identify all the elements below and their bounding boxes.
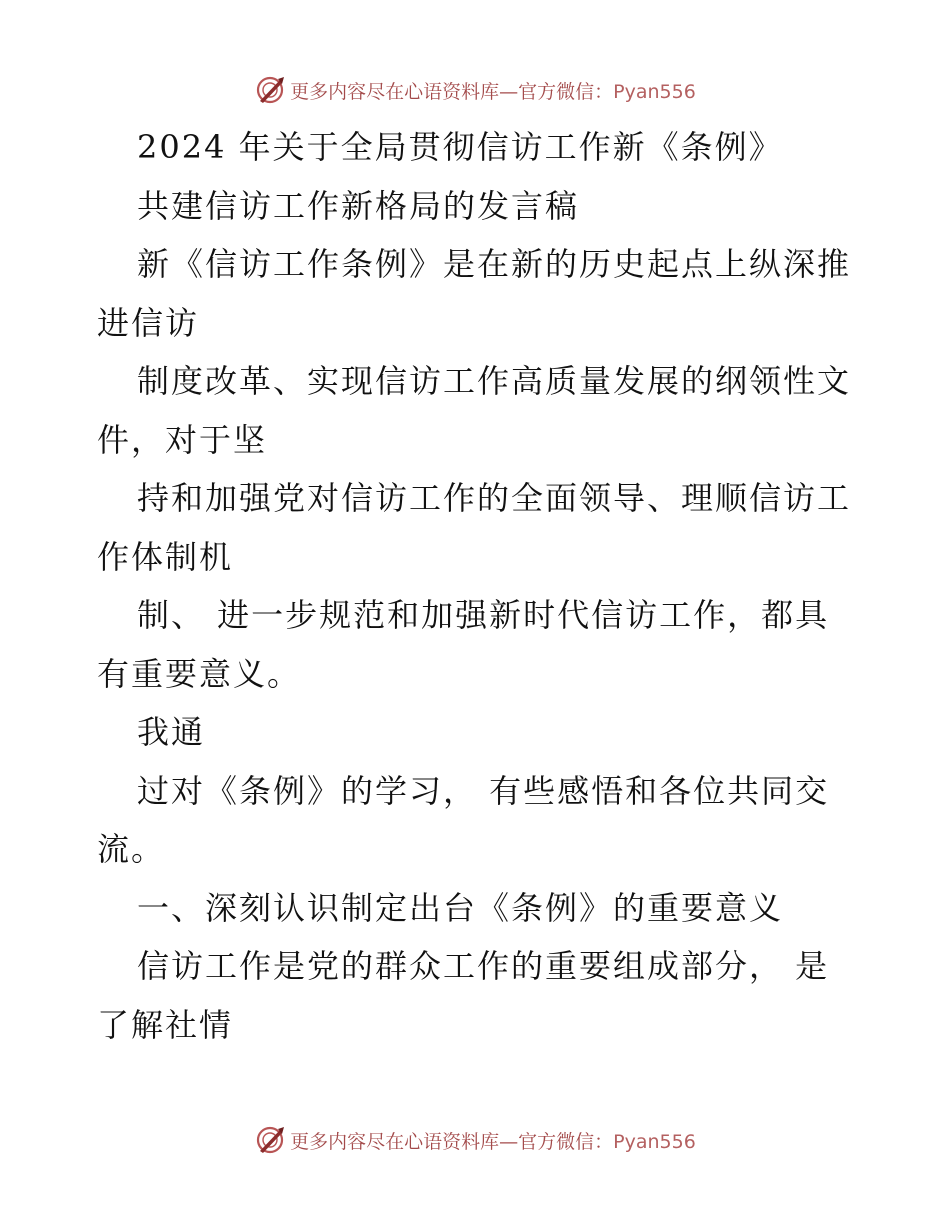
wechat-id: Pyan556 [613, 80, 696, 103]
quill-pen-logo-icon [254, 1124, 286, 1156]
paragraph-line: 我通 [137, 713, 206, 751]
paragraph-line: 有重要意义。 [97, 654, 302, 693]
paragraph-line: 制、 进一步规范和加强新时代信访工作，都具 [137, 596, 830, 634]
paragraph-line: 过对《条例》的学习， 有些感悟和各位共同交 [137, 771, 830, 810]
paragraph-line: 件，对于坚 [97, 420, 268, 459]
wechat-id: Pyan556 [613, 1130, 696, 1153]
section-heading: 一、深刻认识制定出台《条例》的重要意义 [137, 888, 784, 927]
quill-pen-logo-icon [254, 74, 286, 106]
paragraph-line: 作体制机 [97, 537, 234, 576]
footer-watermark [0, 1120, 950, 1160]
title-line-2: 共建信访工作新格局的发言稿 [137, 186, 580, 225]
paragraph-line: 持和加强党对信访工作的全面领导、理顺信访工 [137, 479, 852, 517]
header-watermark [0, 70, 950, 110]
paragraph-line: 制度改革、实现信访工作高质量发展的纲领性文 [137, 362, 852, 400]
paragraph-line: 新《信访工作条例》是在新的历史起点上纵深推 [137, 245, 852, 283]
paragraph-line: 了解社情 [97, 1005, 234, 1044]
paragraph-line: 流。 [97, 830, 166, 868]
paragraph-line: 进信访 [97, 303, 200, 342]
watermark-text: 更多内容尽在心语资料库—官方微信：Pyan556 [290, 1130, 696, 1153]
document-body [97, 118, 857, 1054]
paragraph-line: 信访工作是党的群众工作的重要组成部分， 是 [137, 947, 830, 985]
title-line-1: 2024 年关于全局贯彻信访工作新《条例》 [137, 128, 783, 166]
watermark-text: 更多内容尽在心语资料库—官方微信：Pyan556 [290, 80, 696, 103]
